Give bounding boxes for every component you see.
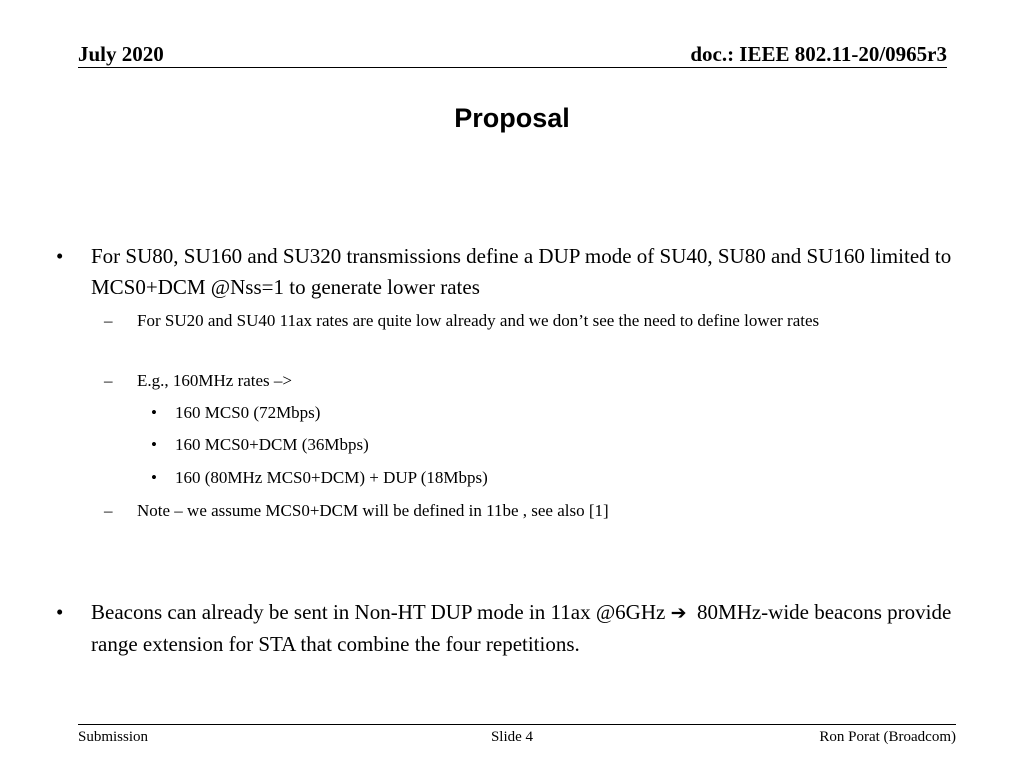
bullet-item bbox=[56, 241, 981, 303]
slide-title: Proposal bbox=[454, 103, 570, 133]
sub-bullet-item bbox=[104, 308, 952, 334]
dash-marker: – bbox=[104, 371, 113, 390]
sub-sub-bullet-item bbox=[151, 432, 935, 458]
sub-sub-bullet-item bbox=[151, 465, 935, 491]
sub-sub-bullet-text: 160 MCS0 (72Mbps) bbox=[175, 403, 321, 422]
sub-sub-bullet-item bbox=[151, 400, 935, 426]
footer-author: Ron Porat (Broadcom) bbox=[819, 729, 956, 745]
sub-bullet-text: Note – we assume MCS0+DCM will be defined in 11be , see also [1] bbox=[137, 501, 609, 520]
header-doc-number: doc.: IEEE 802.11-20/0965r3 bbox=[690, 42, 947, 66]
dash-marker: – bbox=[104, 311, 113, 330]
header-divider bbox=[78, 67, 947, 68]
sub-bullet-item bbox=[104, 368, 952, 394]
bullet-item bbox=[56, 597, 981, 660]
bullet-text-tail: 80MHz-wide beacons provide range extension for STA that combine the four repetitions. bbox=[91, 600, 957, 656]
sub-sub-bullet-text: 160 (80MHz MCS0+DCM) + DUP (18Mbps) bbox=[175, 468, 488, 487]
bullet-marker: • bbox=[151, 435, 157, 454]
right-arrow-icon: ➔ bbox=[670, 602, 687, 624]
sub-bullet-item bbox=[104, 498, 952, 524]
bullet-marker: • bbox=[56, 600, 64, 624]
footer-slide-number: Slide 4 bbox=[490, 729, 534, 745]
sub-bullet-text: For SU20 and SU40 11ax rates are quite low already and we don’t see the need to define lower rates bbox=[137, 311, 820, 330]
footer-submission: Submission bbox=[78, 729, 149, 745]
dash-marker: – bbox=[104, 501, 113, 520]
footer-divider bbox=[78, 724, 956, 725]
bullet-marker: • bbox=[56, 244, 64, 268]
bullet-marker: • bbox=[151, 468, 157, 487]
bullet-text-lead: Beacons can already be sent in Non-HT DUP mode in 11ax @6GHz bbox=[91, 600, 671, 624]
sub-sub-bullet-text: 160 MCS0+DCM (36Mbps) bbox=[175, 435, 369, 454]
bullet-marker: • bbox=[151, 403, 157, 422]
sub-bullet-text: E.g., 160MHz rates –> bbox=[137, 371, 293, 390]
header-date: July 2020 bbox=[78, 42, 164, 66]
bullet-text: For SU80, SU160 and SU320 transmissions define a DUP mode of SU40, SU80 and SU160 limited to MCS0+DCM @Nss=1 to generate lower rates bbox=[91, 244, 952, 299]
